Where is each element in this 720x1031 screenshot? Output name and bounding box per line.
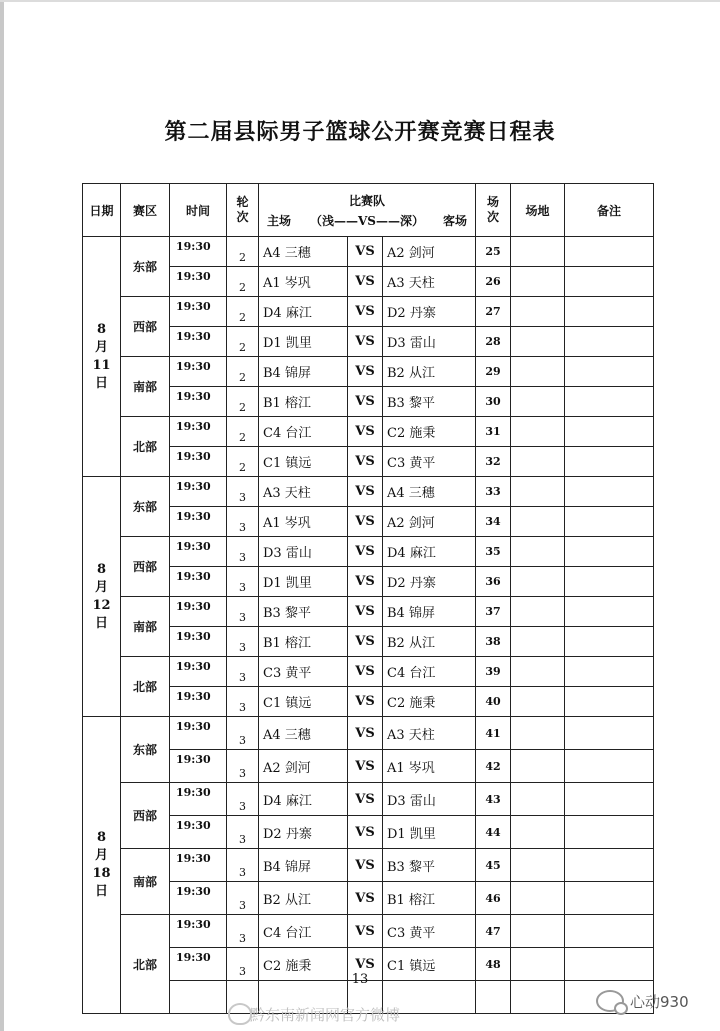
- time-cell: 19:30: [170, 783, 227, 816]
- vs-cell: VS: [348, 816, 383, 849]
- match-no-cell: 37: [476, 597, 511, 627]
- home-team-cell: A4 三穗: [259, 717, 348, 750]
- home-team-cell: B2 从江: [259, 882, 348, 915]
- remarks-cell: [565, 357, 654, 387]
- venue-cell: [511, 750, 565, 783]
- time-cell: 19:30: [170, 717, 227, 750]
- away-team-cell: C2 施秉: [383, 417, 476, 447]
- time-cell: 19:30: [170, 237, 227, 267]
- round-cell: 2: [227, 387, 259, 417]
- venue-cell: [511, 567, 565, 597]
- remarks-cell: [565, 849, 654, 882]
- vs-cell: VS: [348, 882, 383, 915]
- venue-cell: [511, 387, 565, 417]
- away-team-cell: C3 黄平: [383, 915, 476, 948]
- away-team-cell: D4 麻江: [383, 537, 476, 567]
- zone-cell: 北部: [121, 915, 170, 1014]
- vs-cell: VS: [348, 750, 383, 783]
- vs-cell: VS: [348, 849, 383, 882]
- zone-cell: 东部: [121, 477, 170, 537]
- away-team-cell: D2 丹寨: [383, 567, 476, 597]
- venue-cell: [511, 267, 565, 297]
- home-team-cell: A3 天柱: [259, 477, 348, 507]
- time-cell: 19:30: [170, 357, 227, 387]
- remarks-cell: [565, 783, 654, 816]
- match-no-cell: 40: [476, 687, 511, 717]
- remarks-cell: [565, 477, 654, 507]
- venue-cell: [511, 237, 565, 267]
- away-team-cell: A2 剑河: [383, 237, 476, 267]
- vs-cell: VS: [348, 717, 383, 750]
- venue-cell: [511, 537, 565, 567]
- remarks-cell: [565, 327, 654, 357]
- vs-cell: VS: [348, 687, 383, 717]
- round-cell: 3: [227, 882, 259, 915]
- vs-cell: VS: [348, 948, 383, 981]
- venue-cell: [511, 507, 565, 537]
- venue-cell: [511, 627, 565, 657]
- away-team-cell: D1 凯里: [383, 816, 476, 849]
- remarks-cell: [565, 750, 654, 783]
- round-cell: 2: [227, 327, 259, 357]
- header-away: 客场: [442, 213, 467, 228]
- home-team-cell: B1 榕江: [259, 627, 348, 657]
- venue-cell: [511, 297, 565, 327]
- vs-cell: VS: [348, 417, 383, 447]
- time-cell: 19:30: [170, 597, 227, 627]
- header-time: 时间: [170, 184, 227, 237]
- remarks-cell: [565, 915, 654, 948]
- time-cell: 19:30: [170, 537, 227, 567]
- remarks-cell: [565, 717, 654, 750]
- remarks-cell: [565, 387, 654, 417]
- table-row: [83, 537, 654, 567]
- remarks-cell: [565, 567, 654, 597]
- venue-cell: [511, 915, 565, 948]
- home-team-cell: D1 凯里: [259, 327, 348, 357]
- zone-cell: 东部: [121, 717, 170, 783]
- header-match-no-text: 场 次: [486, 195, 499, 224]
- home-team-cell: A1 岑巩: [259, 267, 348, 297]
- table-row: [83, 417, 654, 447]
- time-cell: 19:30: [170, 267, 227, 297]
- zone-cell: 南部: [121, 597, 170, 657]
- time-cell: 19:30: [170, 915, 227, 948]
- remarks-cell: [565, 267, 654, 297]
- match-no-cell: 46: [476, 882, 511, 915]
- page-number: 13: [351, 972, 369, 987]
- watermark-text: 黔东南新闻网官方微博: [250, 1006, 401, 1024]
- remarks-cell: [565, 657, 654, 687]
- vs-cell: VS: [348, 657, 383, 687]
- remarks-cell: [565, 507, 654, 537]
- header-venue: 场地: [511, 184, 565, 237]
- match-no-cell: 39: [476, 657, 511, 687]
- home-team-cell: D2 丹寨: [259, 816, 348, 849]
- round-cell: 3: [227, 537, 259, 567]
- zone-cell: 南部: [121, 849, 170, 915]
- table-row: [83, 657, 654, 687]
- date-cell: [83, 477, 121, 717]
- home-team-cell: C1 镇远: [259, 447, 348, 477]
- remarks-cell: [565, 816, 654, 849]
- away-team-cell: A4 三穗: [383, 477, 476, 507]
- time-cell: 19:30: [170, 948, 227, 981]
- round-cell: 3: [227, 816, 259, 849]
- remarks-cell: [565, 627, 654, 657]
- time-cell: 19:30: [170, 447, 227, 477]
- header-round-text: 轮 次: [236, 195, 249, 224]
- table-header-row: [83, 184, 654, 237]
- home-team-cell: B4 锦屏: [259, 849, 348, 882]
- away-team-cell: D2 丹寨: [383, 297, 476, 327]
- away-team-cell: C3 黄平: [383, 447, 476, 477]
- match-no-cell: 26: [476, 267, 511, 297]
- home-team-cell: C4 台江: [259, 417, 348, 447]
- vs-cell: VS: [348, 387, 383, 417]
- round-cell: 3: [227, 915, 259, 948]
- away-team-cell: B2 从江: [383, 357, 476, 387]
- home-team-cell: B3 黎平: [259, 597, 348, 627]
- weibo-icon: [228, 1003, 252, 1025]
- home-team-cell: D3 雷山: [259, 537, 348, 567]
- away-team-cell: A2 剑河: [383, 507, 476, 537]
- match-no-cell: 31: [476, 417, 511, 447]
- away-team-cell: B2 从江: [383, 627, 476, 657]
- header-vs-note: （浅——VS——深）: [310, 213, 424, 228]
- match-no-cell: 41: [476, 717, 511, 750]
- schedule-table: [82, 183, 654, 1014]
- venue-cell: [511, 657, 565, 687]
- round-cell: 3: [227, 627, 259, 657]
- away-team-cell: C1 镇远: [383, 948, 476, 981]
- time-cell: 19:30: [170, 477, 227, 507]
- date-cell: [83, 717, 121, 1014]
- home-team-cell: D4 麻江: [259, 783, 348, 816]
- round-cell: 3: [227, 717, 259, 750]
- away-team-cell: D3 雷山: [383, 783, 476, 816]
- match-no-cell: 45: [476, 849, 511, 882]
- home-team-cell: D4 麻江: [259, 297, 348, 327]
- round-cell: 3: [227, 507, 259, 537]
- vs-cell: VS: [348, 237, 383, 267]
- vs-cell: VS: [348, 267, 383, 297]
- venue-cell: [511, 882, 565, 915]
- away-team-cell: C2 施秉: [383, 687, 476, 717]
- document-title: 第二届县际男子篮球公开赛竞赛日程表: [164, 119, 556, 145]
- time-cell: 19:30: [170, 816, 227, 849]
- time-cell: 19:30: [170, 507, 227, 537]
- home-team-cell: C1 镇远: [259, 687, 348, 717]
- round-cell: 2: [227, 237, 259, 267]
- round-cell: 3: [227, 657, 259, 687]
- header-teams-title: 比赛队: [348, 193, 385, 208]
- remarks-cell: [565, 297, 654, 327]
- match-no-cell: 29: [476, 357, 511, 387]
- remarks-cell: [565, 417, 654, 447]
- table-row: [83, 717, 654, 750]
- venue-cell: [511, 687, 565, 717]
- zone-cell: 北部: [121, 417, 170, 477]
- round-cell: 2: [227, 357, 259, 387]
- remarks-cell: [565, 237, 654, 267]
- zone-cell: 西部: [121, 297, 170, 357]
- venue-cell: [511, 447, 565, 477]
- header-remarks: 备注: [565, 184, 654, 237]
- time-cell: 19:30: [170, 750, 227, 783]
- away-team-cell: B3 黎平: [383, 849, 476, 882]
- time-cell: 19:30: [170, 627, 227, 657]
- table-row: [83, 849, 654, 882]
- venue-cell: [511, 597, 565, 627]
- header-zone: 赛区: [121, 184, 170, 237]
- date-label: 8 月 11 日: [92, 321, 111, 391]
- time-cell: 19:30: [170, 657, 227, 687]
- vs-cell: VS: [348, 597, 383, 627]
- venue-cell: [511, 357, 565, 387]
- header-teams-sub: [259, 212, 475, 229]
- remarks-cell: [565, 882, 654, 915]
- table-row: [83, 297, 654, 327]
- table-row: [83, 915, 654, 948]
- remarks-cell: [565, 687, 654, 717]
- match-no-cell: 38: [476, 627, 511, 657]
- round-cell: 2: [227, 447, 259, 477]
- match-no-cell: 36: [476, 567, 511, 597]
- match-no-cell: 25: [476, 237, 511, 267]
- vs-cell: VS: [348, 627, 383, 657]
- round-cell: 2: [227, 417, 259, 447]
- round-cell: 3: [227, 783, 259, 816]
- home-team-cell: A4 三穗: [259, 237, 348, 267]
- date-label: 8 月 18 日: [92, 830, 111, 899]
- vs-cell: VS: [348, 357, 383, 387]
- table-row: [83, 477, 654, 507]
- zone-cell: 西部: [121, 537, 170, 597]
- remarks-cell: [565, 597, 654, 627]
- brand-badge: [596, 990, 689, 1012]
- match-no-cell: 32: [476, 447, 511, 477]
- wechat-icon: [596, 990, 624, 1012]
- round-cell: 3: [227, 687, 259, 717]
- round-cell: 3: [227, 597, 259, 627]
- venue-cell: [511, 849, 565, 882]
- time-cell: 19:30: [170, 297, 227, 327]
- vs-cell: VS: [348, 327, 383, 357]
- round-cell: 2: [227, 267, 259, 297]
- venue-cell: [511, 816, 565, 849]
- vs-cell: VS: [348, 297, 383, 327]
- header-round: [227, 184, 259, 237]
- zone-cell: 东部: [121, 237, 170, 297]
- zone-cell: 北部: [121, 657, 170, 717]
- round-cell: 3: [227, 477, 259, 507]
- match-no-cell: 28: [476, 327, 511, 357]
- date-label: 8 月 12 日: [92, 561, 111, 631]
- home-team-cell: A1 岑巩: [259, 507, 348, 537]
- away-team-cell: B1 榕江: [383, 882, 476, 915]
- table-row: [83, 357, 654, 387]
- match-no-cell: 44: [476, 816, 511, 849]
- match-no-cell: 47: [476, 915, 511, 948]
- vs-cell: VS: [348, 537, 383, 567]
- away-team-cell: B3 黎平: [383, 387, 476, 417]
- remarks-cell: [565, 537, 654, 567]
- home-team-cell: D1 凯里: [259, 567, 348, 597]
- table-row: [83, 597, 654, 627]
- match-no-cell: 34: [476, 507, 511, 537]
- vs-cell: VS: [348, 477, 383, 507]
- round-cell: 3: [227, 849, 259, 882]
- zone-cell: 西部: [121, 783, 170, 849]
- vs-cell: VS: [348, 915, 383, 948]
- match-no-cell: 33: [476, 477, 511, 507]
- remarks-cell: [565, 447, 654, 477]
- match-no-cell: 43: [476, 783, 511, 816]
- home-team-cell: C2 施秉: [259, 948, 348, 981]
- table-row: [83, 237, 654, 267]
- away-team-cell: A3 天柱: [383, 717, 476, 750]
- header-match-no: [476, 184, 511, 237]
- home-team-cell: A2 剑河: [259, 750, 348, 783]
- venue-cell: [511, 417, 565, 447]
- vs-cell: VS: [348, 507, 383, 537]
- home-team-cell: B4 锦屏: [259, 357, 348, 387]
- venue-cell: [511, 327, 565, 357]
- match-no-cell: 27: [476, 297, 511, 327]
- round-cell: 3: [227, 567, 259, 597]
- away-team-cell: A3 天柱: [383, 267, 476, 297]
- zone-cell: 南部: [121, 357, 170, 417]
- header-home: 主场: [267, 213, 292, 228]
- venue-cell: [511, 717, 565, 750]
- time-cell: 19:30: [170, 417, 227, 447]
- brand-label: 心动930: [630, 992, 689, 1011]
- round-cell: 3: [227, 948, 259, 981]
- match-no-cell: 35: [476, 537, 511, 567]
- header-date: 日期: [83, 184, 121, 237]
- home-team-cell: C4 台江: [259, 915, 348, 948]
- venue-cell: [511, 477, 565, 507]
- match-no-cell: 48: [476, 948, 511, 981]
- time-cell: 19:30: [170, 387, 227, 417]
- round-cell: 3: [227, 750, 259, 783]
- match-no-cell: 42: [476, 750, 511, 783]
- table-row: [83, 783, 654, 816]
- time-cell: 19:30: [170, 687, 227, 717]
- vs-cell: VS: [348, 567, 383, 597]
- away-team-cell: D3 雷山: [383, 327, 476, 357]
- venue-cell: [511, 783, 565, 816]
- time-cell: 19:30: [170, 882, 227, 915]
- date-cell: [83, 237, 121, 477]
- away-team-cell: A1 岑巩: [383, 750, 476, 783]
- time-cell: 19:30: [170, 849, 227, 882]
- page-edge: [0, 0, 4, 1031]
- home-team-cell: B1 榕江: [259, 387, 348, 417]
- round-cell: 2: [227, 297, 259, 327]
- match-no-cell: 30: [476, 387, 511, 417]
- page-edge-top: [0, 0, 720, 2]
- home-team-cell: C3 黄平: [259, 657, 348, 687]
- away-team-cell: B4 锦屏: [383, 597, 476, 627]
- away-team-cell: C4 台江: [383, 657, 476, 687]
- time-cell: 19:30: [170, 567, 227, 597]
- vs-cell: VS: [348, 447, 383, 477]
- time-cell: 19:30: [170, 327, 227, 357]
- vs-cell: VS: [348, 783, 383, 816]
- header-teams: [259, 184, 476, 237]
